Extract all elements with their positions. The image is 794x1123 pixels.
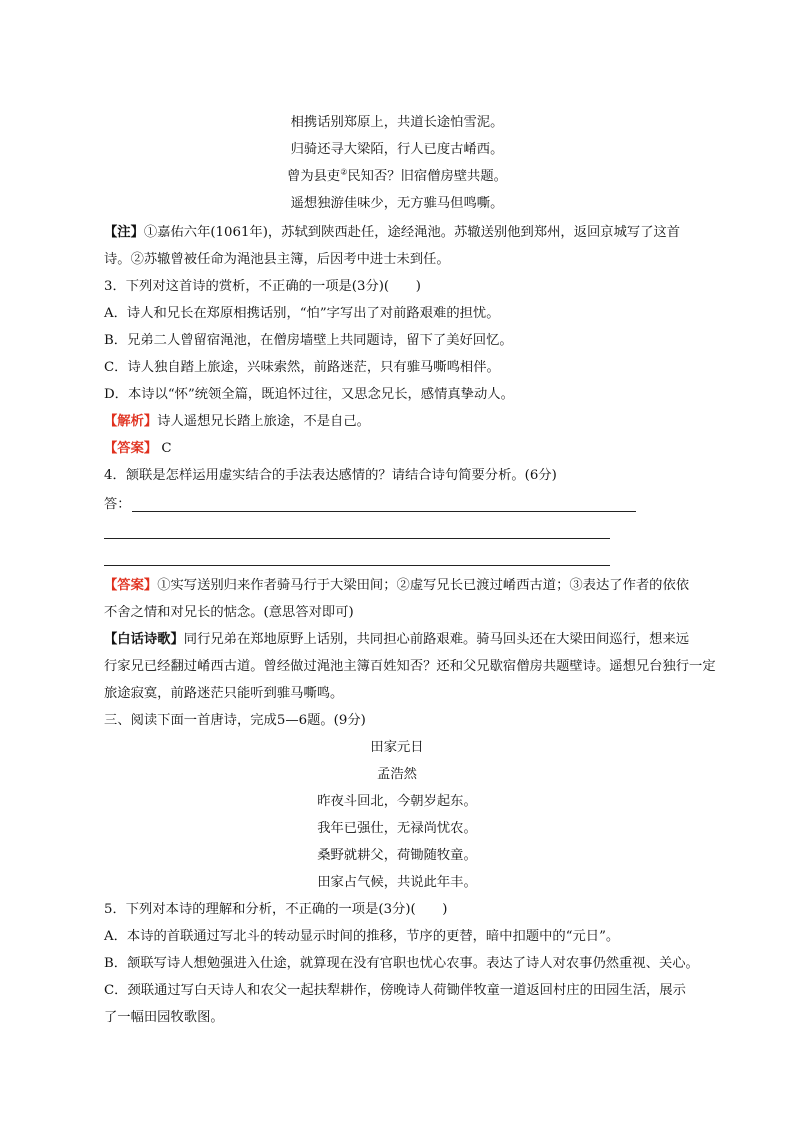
vernacular-text-1: 同行兄弟在郑地原野上话别，共同担心前路艰难。骑马回头还在大梁田间巡行，想来远: [183, 632, 690, 647]
q5-option-b: B．颔联写诗人想勉强进入仕途，就算现在没有官职也忧心农事。表达了诗人对农事仍然重视、关心。: [104, 956, 699, 971]
q3-answer: [104, 440, 172, 458]
poem1-line-3: [0, 168, 794, 186]
answer-label: 【答案】: [104, 441, 158, 456]
poem2-title: 田家元日: [370, 740, 424, 755]
answer-text: C: [161, 441, 172, 456]
vernacular-line-2: 行家兄已经翻过崤西古道。曾经做过渑池主簿百姓知否？还和父兄歇宿僧房共题壁诗。遥想兄台独行一定: [104, 659, 716, 674]
q4-answer-prefix: 答：: [104, 497, 131, 512]
q4-answer-label: 【答案】: [104, 578, 158, 593]
q3-option-a: A．诗人和兄长在郑原相携话别，“怕”字写出了对前路艰难的担忧。: [104, 306, 500, 321]
vernacular-label: 【白话诗歌】: [104, 632, 184, 647]
q3-stem: 3．下列对这首诗的赏析，不正确的一项是(3分)( ): [104, 279, 421, 294]
q5-option-c-line-1: C．颈联通过写白天诗人和农父一起扶犁耕作，傍晚诗人荷锄伴牧童一道返回村庄的田园生活，展示: [104, 983, 686, 998]
q4-stem: 4．颔联是怎样运用虚实结合的手法表达感情的？请结合诗句简要分析。(6分): [104, 468, 557, 483]
poem1-line-3a: 曾为县吏: [287, 169, 341, 184]
poem1-line-2: 归骑还寻大梁陌，行人已度古崤西。: [290, 142, 504, 157]
q5-option-c-line-2: 了一幅田园牧歌图。: [104, 1010, 224, 1025]
q4-answer-line-1: [104, 577, 689, 595]
answer-line-1[interactable]: [132, 511, 636, 512]
poem1-line-1: 相携话别郑原上，共道长途怕雪泥。: [290, 115, 504, 130]
q3-option-b: B．兄弟二人曾留宿渑池，在僧房墙壁上共同题诗，留下了美好回忆。: [104, 333, 513, 348]
q3-option-d: D．本诗以“怀”统领全篇，既追怀过往，又思念兄长，感情真挚动人。: [104, 387, 514, 402]
poem2-author: 孟浩然: [377, 767, 417, 782]
poem2-line-4: 田家占气候，共说此年丰。: [317, 875, 477, 890]
section3-heading: 三、阅读下面一首唐诗，完成5—6题。(9分): [104, 713, 366, 728]
vernacular-line-3: 旅途寂寞，前路迷茫只能听到骓马嘶鸣。: [104, 686, 344, 701]
footnote-ref-2: ②: [340, 167, 348, 177]
q3-analysis: [104, 413, 370, 431]
q5-option-a: A．本诗的首联通过写北斗的转动显示时间的推移，节序的更替，暗中扣题中的“元日”。: [104, 929, 620, 944]
q5-stem: 5．下列对本诗的理解和分析，不正确的一项是(3分)( ): [104, 902, 448, 917]
poem2-line-1: 昨夜斗回北，今朝岁起东。: [317, 794, 477, 809]
poem2-line-2: 我年已强仕，无禄尚忧农。: [317, 821, 477, 836]
answer-line-2[interactable]: [104, 538, 610, 539]
vernacular-line-1: [104, 631, 689, 649]
q4-answer-text-1: ①实写送别归来作者骑马行于大梁田间；②虚写兄长已渡过崤西古道；③表达了作者的依依: [157, 578, 690, 593]
analysis-text: 诗人遥想兄长踏上旅途，不是自己。: [157, 414, 370, 429]
note-line-1: [104, 224, 680, 242]
note-line-2: 诗。②苏辙曾被任命为渑池县主簿，后因考中进士未到任。: [104, 252, 450, 267]
note-label: 【注】: [104, 225, 144, 240]
poem1-line-4: 遥想独游佳味少，无方骓马但鸣嘶。: [290, 196, 504, 211]
analysis-label: 【解析】: [104, 414, 158, 429]
poem2-line-3: 桑野就耕父，荷锄随牧童。: [317, 848, 477, 863]
q4-answer-line-2: 不舍之情和对兄长的惦念。(意思答对即可): [104, 605, 354, 620]
poem1-line-3b: 民知否？旧宿僧房壁共题。: [347, 169, 507, 184]
note-text-1: ①嘉佑六年(1061年)，苏轼到陕西赴任，途经渑池。苏辙送别他到郑州，返回京城写了这首: [143, 225, 681, 240]
q3-option-c: C．诗人独自踏上旅途，兴味索然，前路迷茫，只有骓马嘶鸣相伴。: [104, 360, 500, 375]
answer-line-3[interactable]: [104, 565, 610, 566]
